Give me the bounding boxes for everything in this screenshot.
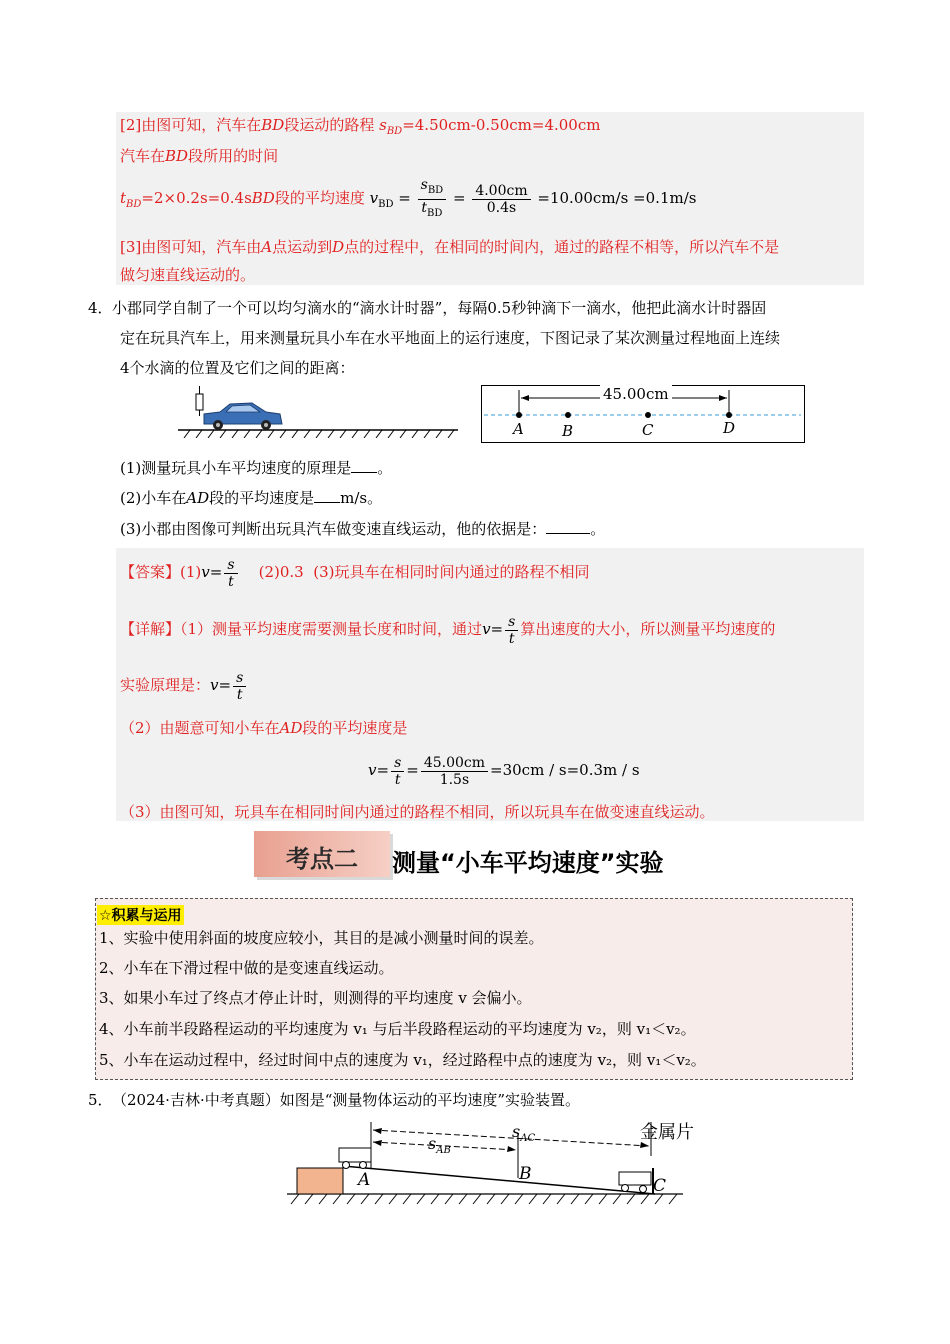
q5-text: （2024·吉林·中考真题）如图是“测量物体运动的平均速度”实验装置。 (112, 1091, 581, 1109)
q5-label-sab: $s_{AB}$ (428, 1134, 451, 1157)
q4-blank1[interactable] (351, 458, 377, 473)
q4-sub1: (1)测量玩具小车平均速度的原理是 。 (120, 459, 393, 477)
q5-label-c: C (653, 1176, 667, 1196)
q4-detail-equation: v= $\frac{s}{t}$ = $\frac{45.00cm}{1.5s}$ =30cm / s=0.3m / s (368, 754, 640, 788)
q4-detail-line1: 【详解】（1）测量平均速度需要测量长度和时间，通过v= $\frac{s}{t}$ 算出速度的大小，所以测量平均速度的 (120, 613, 776, 647)
q4-detail-line3: （2）由题意可知小车在AD段的平均速度是 (120, 719, 408, 737)
q4-drop-d (726, 412, 732, 418)
q4-sub2: (2)小车在AD段的平均速度是 m/s。 (120, 489, 383, 507)
q4-label-d: D (723, 419, 736, 437)
q4-blank3[interactable] (546, 519, 590, 534)
q4-sub3: (3)小郡由图像可判断出玩具汽车做变速直线运动，他的依据是： 。 (120, 520, 606, 538)
q4-blank2[interactable] (314, 488, 340, 503)
q4-label-b: B (562, 422, 574, 440)
section-title: 测量“小车平均速度”实验 (392, 849, 664, 877)
q5-label-metal: 金属片 (640, 1122, 694, 1143)
section-badge: 考点二 (254, 831, 390, 877)
q4-number: 4． (88, 299, 113, 317)
tips-item-2: 2、小车在下滑过程中做的是变速直线运动。 (99, 959, 394, 977)
q3-fraction-sbd-tbd: $\frac{s_{BD}}{t_{BD}}$ (418, 177, 447, 222)
q4-drop-c (645, 412, 651, 418)
q5-label-a: A (358, 1170, 371, 1190)
tips-item-5: 5、小车在运动过程中，经过时间中点的速度为 v₁，经过路程中点的速度为 v₂，则 v₁＜v₂。 (99, 1051, 706, 1069)
q3-line5: 做匀速直线运动的。 (120, 266, 256, 284)
q4-answer-fraction: $\frac{s}{t}$ (224, 557, 237, 590)
q5-number: 5． (88, 1091, 113, 1109)
q4-text-line3: 4个水滴的位置及它们之间的距离： (120, 359, 355, 377)
q4-detail-line4: （3）由图可知，玩具车在相同时间内通过的路程不相同，所以玩具车在做变速直线运动。 (120, 803, 715, 821)
q4-distance-label: 45.00cm (600, 385, 672, 403)
q3-line1: [2]由图可知，汽车在BD段运动的路程 $s_{BD}=4.50cm-0.50cm=4.00cm$ (120, 116, 601, 137)
q3-line4: [3]由图可知，汽车由A点运动到D点的过程中，在相同的时间内，通过的路程不相等，所以汽车不是 (120, 238, 780, 256)
q5-label-sac: $s_{AC}$ (512, 1122, 536, 1145)
q4-text-line2: 定在玩具汽车上，用来测量玩具小车在水平地面上的运行速度，下图记录了某次测量过程地面上连续 (120, 329, 781, 347)
q4-toy-car-figure (176, 384, 460, 438)
tips-item-4: 4、小车前半段路程运动的平均速度为 v₁ 与后半段路程运动的平均速度为 v₂，则 v₁＜v₂。 (99, 1020, 696, 1038)
q4-eq-fraction-st: $\frac{s}{t}$ (391, 755, 404, 788)
q4-drop-a (516, 412, 522, 418)
q3-fraction-values: $\frac{4.00cm}{0.4s}$ (472, 183, 530, 216)
q5-incline-figure (285, 1116, 685, 1212)
q4-label-a: A (513, 420, 524, 438)
q4-drops-figure (481, 385, 805, 443)
tips-item-3: 3、如果小车过了终点才停止计时，则测得的平均速度 v 会偏小。 (99, 989, 532, 1007)
q3-line3: $t_{BD}=2\times 0.2s=0.4sBD$段的平均速度 $v_{BD}$ = $\frac{s_{BD}}{t_{BD}}$ = $\frac{4.00cm}{0.4s}$ =10.00cm/s =0.1m/s (120, 176, 696, 220)
q4-detail-line2: 实验原理是：v= $\frac{s}{t}$ (120, 665, 248, 705)
q3-line2: 汽车在BD段所用的时间 (120, 147, 279, 165)
tips-title: ☆积累与运用 (97, 905, 184, 925)
q4-drop-b (565, 412, 571, 418)
q4-eq-fraction-values: $\frac{45.00cm}{1.5s}$ (421, 755, 488, 788)
q4-answer: 【答案】(1)v= $\frac{s}{t}$ (2)0.3 (3)玩具车在相同时间内通过的路程不相同 (120, 556, 590, 590)
tips-item-1: 1、实验中使用斜面的坡度应较小，其目的是减小测量时间的误差。 (99, 929, 544, 947)
q4-label-c: C (642, 421, 654, 439)
q4-detail-fraction2: $\frac{s}{t}$ (233, 670, 246, 703)
q4-detail-fraction1: $\frac{s}{t}$ (505, 614, 518, 647)
q5-label-b: B (519, 1164, 532, 1184)
q4-text-line1: 小郡同学自制了一个可以均匀滴水的“滴水计时器”，每隔0.5秒钟滴下一滴水，他把此滴水计时器固 (112, 299, 767, 317)
